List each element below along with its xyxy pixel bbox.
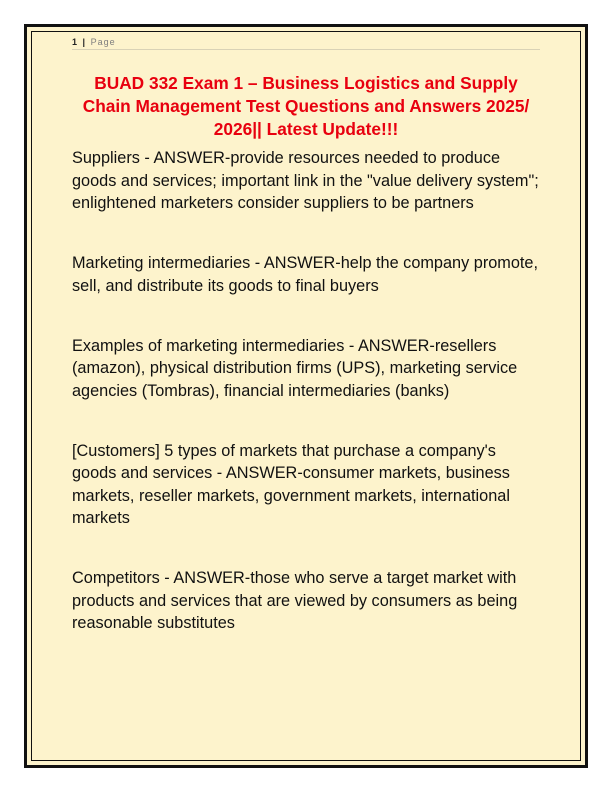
qa-entry-customers: [Customers] 5 types of markets that purchase a company's goods and services - ANSWER-consumer markets, business markets, reseller markets, government markets, international markets bbox=[72, 441, 510, 527]
page-separator: | bbox=[82, 37, 86, 47]
qa-entry-examples-of-intermediaries: Examples of marketing intermediaries - ANSWER-resellers (amazon), physical distribution firms (UPS), marketing service agencies (Tombras), financial intermediaries (banks) bbox=[72, 336, 518, 400]
page-number: 1 bbox=[72, 37, 78, 47]
qa-entry-suppliers: Suppliers - ANSWER-provide resources needed to produce goods and services; important link in the "value delivery system"; enlightened marketers consider suppliers to be partners bbox=[72, 149, 539, 212]
page-label: Page bbox=[90, 37, 116, 47]
document-title: BUAD 332 Exam 1 – Business Logistics and Supply Chain Management Test Questions and Answers 2025/ 2026|| Latest Update!!! bbox=[82, 73, 530, 139]
page-header bbox=[72, 37, 540, 50]
qa-entry-competitors: Competitors - ANSWER-those who serve a target market with products and services that are viewed by consumers as being reasonable substitutes bbox=[72, 569, 518, 632]
qa-list bbox=[72, 147, 542, 672]
qa-entry-marketing-intermediaries: Marketing intermediaries - ANSWER-help the company promote, sell, and distribute its goods to final buyers bbox=[72, 254, 539, 295]
